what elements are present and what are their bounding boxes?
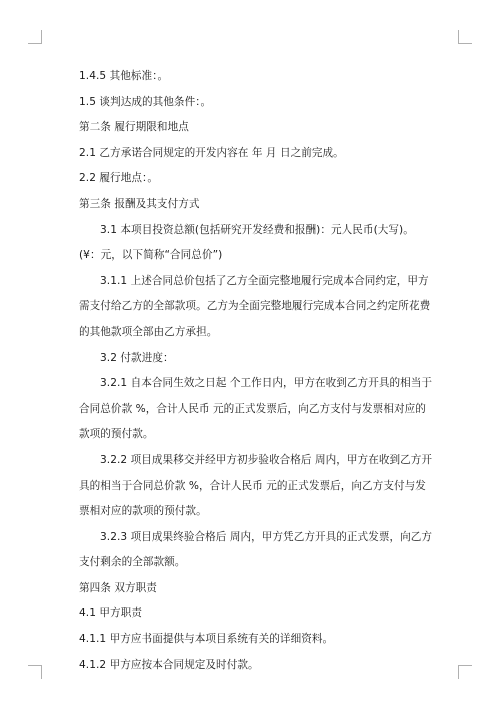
crop-mark-top-right-h bbox=[458, 43, 472, 44]
paragraph: 3.2.3 项目成果终验合格后 周内，甲方凭乙方开具的正式发票，向乙方支付剩余的全部款额。 bbox=[79, 530, 433, 569]
crop-mark-bottom-left-h bbox=[28, 665, 42, 666]
paragraph: 4.1 甲方职责 bbox=[79, 607, 142, 620]
crop-mark-top-right-v bbox=[458, 30, 459, 44]
paragraph: 1.5 谈判达成的其他条件：。 bbox=[79, 95, 212, 108]
paragraph: 3.2.1 自本合同生效之日起 个工作日内，甲方在收到乙方开具的相当于合同总价款 %，合计人民币 元的正式发票后，向乙方支付与发票相对应的款项的预付款。 bbox=[79, 377, 433, 441]
crop-mark-top-left-v bbox=[41, 30, 42, 44]
section-heading: 第四条 双方职责 bbox=[79, 581, 157, 594]
paragraph: 3.1.1 上述合同总价包括了乙方全面完整地履行完成本合同约定，甲方需支付给乙方的全部款项。乙方为全面完整地履行完成本合同之约定所花费的其他款项全部由乙方承担。 bbox=[79, 274, 431, 338]
section-heading: 第三条 报酬及其支付方式 bbox=[79, 197, 200, 210]
paragraph: 3.2 付款进度： bbox=[100, 351, 174, 364]
paragraph: 3.1 本项目投资总额(包括研究开发经费和报酬)：元人民币(大写)。(¥：元，以下简称“合同总价”) bbox=[79, 223, 414, 262]
paragraph: 2.2 履行地点：。 bbox=[79, 172, 158, 185]
section-heading: 第二条 履行期限和地点 bbox=[79, 121, 189, 134]
document-body bbox=[79, 64, 435, 678]
paragraph: 4.1.2 甲方应按本合同规定及时付款。 bbox=[79, 658, 259, 671]
crop-mark-bottom-right-v bbox=[458, 665, 459, 679]
paragraph: 2.1 乙方承诺合同规定的开发内容在 年 月 日之前完成。 bbox=[79, 146, 344, 159]
paragraph: 3.2.2 项目成果移交并经甲方初步验收合格后 周内，甲方在收到乙方开具的相当于合同总价款 %，合计人民币 元的正式发票后，向乙方支付与发票相对应的款项的预付款。 bbox=[79, 453, 433, 518]
crop-mark-bottom-left-v bbox=[41, 665, 42, 679]
paragraph: 4.1.1 甲方应书面提供与本项目系统有关的详细资料。 bbox=[79, 633, 334, 646]
paragraph: 1.4.5 其他标准：。 bbox=[79, 70, 169, 82]
crop-mark-bottom-right-h bbox=[458, 665, 472, 666]
crop-mark-top-left-h bbox=[28, 43, 42, 44]
